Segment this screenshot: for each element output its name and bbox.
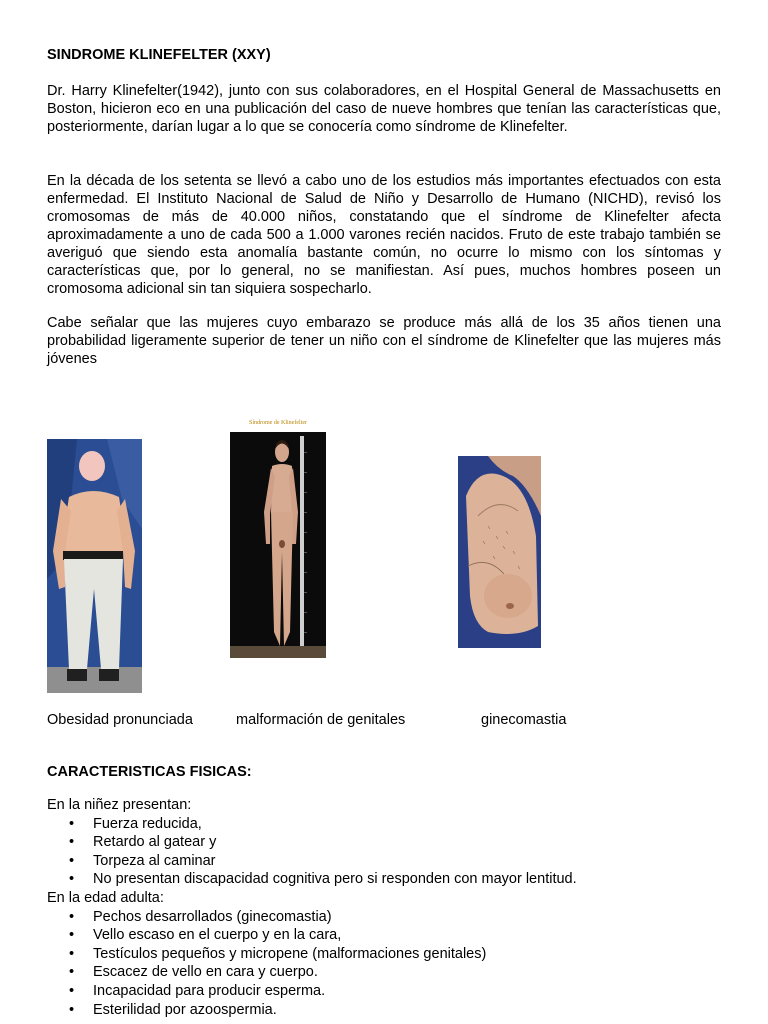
bullet-icon: • bbox=[69, 908, 75, 925]
list-item: • Pechos desarrollados (ginecomastia) bbox=[69, 908, 332, 925]
caption-genital-malformation: malformación de genitales bbox=[236, 712, 406, 728]
photo-obesity bbox=[47, 439, 142, 693]
bullet-icon: • bbox=[69, 927, 75, 944]
photo-caption-label: Síndrome de Klinefelter bbox=[249, 420, 307, 426]
caption-obesity: Obesidad pronunciada bbox=[47, 712, 193, 728]
childhood-section bbox=[47, 796, 727, 889]
childhood-intro: En la niñez presentan: bbox=[47, 797, 192, 813]
photo-genital-malformation-illustration bbox=[230, 432, 326, 658]
adulthood-list bbox=[47, 908, 727, 1020]
photo-gynecomastia-illustration bbox=[458, 456, 541, 648]
bullet-icon: • bbox=[69, 871, 75, 888]
list-item: • Vello escaso en el cuerpo y en la cara, bbox=[69, 927, 342, 944]
physical-features-heading: CARACTERISTICAS FISICAS: bbox=[47, 764, 252, 780]
bullet-icon: • bbox=[69, 852, 75, 869]
list-item: • Torpeza al caminar bbox=[69, 852, 216, 869]
caption-gynecomastia: ginecomastia bbox=[481, 712, 567, 728]
photo-genital-malformation bbox=[230, 420, 326, 658]
list-item: • Escacez de vello en cara y cuerpo. bbox=[69, 964, 318, 981]
adulthood-intro: En la edad adulta: bbox=[47, 890, 164, 906]
photo-gynecomastia bbox=[458, 456, 541, 648]
list-item: • Esterilidad por azoospermia. bbox=[69, 1001, 277, 1018]
document-title: SINDROME KLINEFELTER (XXY) bbox=[47, 47, 271, 63]
paragraph-history: Dr. Harry Klinefelter(1942), junto con sus colaboradores, en el Hospital General de Massachusetts en Boston, hicieron eco en una publicación del caso de nueve hombres que tenían las características que, posteriormente, darían lugar a lo que se conocería como síndrome de Klinefelter. bbox=[47, 83, 721, 135]
paragraph-maternal-age: Cabe señalar que las mujeres cuyo embarazo se produce más allá de los 35 años tienen una probabilidad ligeramente superior de tener un niño con el síndrome de Klinefelter que las mujeres más jóvenes bbox=[47, 315, 721, 367]
paragraph-study: En la década de los setenta se llevó a cabo uno de los estudios más importantes efectuados con esta enfermedad. El Instituto Nacional de Salud de Niño y Desarrollo de Humano (NICHD), revisó los cromosomas de más de 40.000 niños, constatando que el síndrome de Klinefelter afecta aproximadamente a uno de cada 500 a 1.000 varones recién nacidos. Fruto de este trabajo también se averiguó que siendo esta anomalía bastante común, no ocurre lo mismo con los síntomas y características que, por lo general, no se manifiestan. Así pues, muchos hombres poseen un cromosoma adicional sin tan siquiera sospecharlo. bbox=[47, 173, 721, 297]
bullet-icon: • bbox=[69, 815, 75, 832]
bullet-icon: • bbox=[69, 945, 75, 962]
bullet-icon: • bbox=[69, 964, 75, 981]
bullet-icon: • bbox=[69, 982, 75, 999]
bullet-icon: • bbox=[69, 834, 75, 851]
photo-obesity-illustration bbox=[47, 439, 142, 693]
list-item: • Incapacidad para producir esperma. bbox=[69, 982, 326, 999]
childhood-list bbox=[47, 815, 727, 889]
bullet-icon: • bbox=[69, 1001, 75, 1018]
list-item: • Testículos pequeños y micropene (malformaciones genitales) bbox=[69, 945, 487, 962]
list-item: • No presentan discapacidad cognitiva pero si responden con mayor lentitud. bbox=[69, 871, 577, 888]
adulthood-section bbox=[47, 889, 727, 1019]
list-item: • Retardo al gatear y bbox=[69, 834, 217, 851]
list-item: • Fuerza reducida, bbox=[69, 815, 202, 832]
